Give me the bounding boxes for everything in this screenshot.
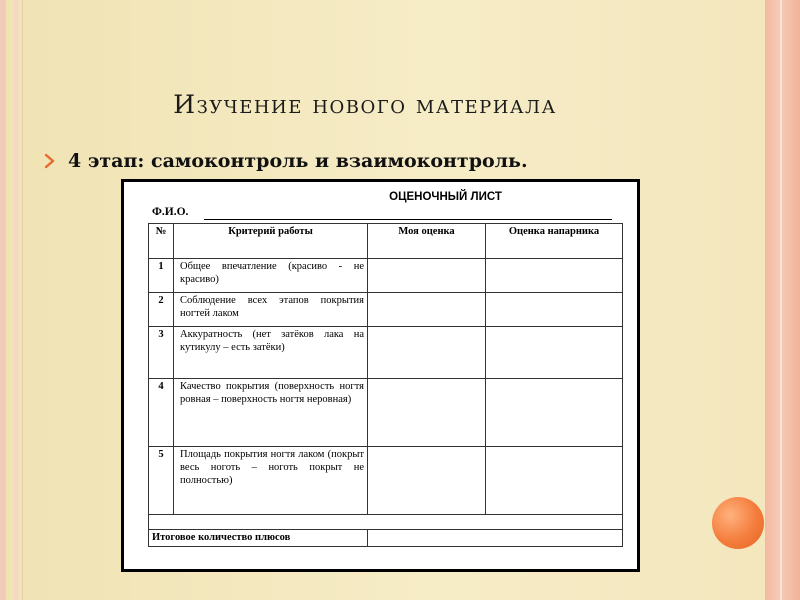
right-decor-line [780, 0, 782, 600]
partner-grade-cell[interactable] [486, 259, 623, 293]
header-my-grade: Моя оценка [368, 224, 486, 259]
right-decor-band [765, 0, 800, 600]
fio-label: Ф.И.О. [152, 206, 189, 218]
partner-grade-cell[interactable] [486, 447, 623, 515]
row-number: 4 [149, 379, 174, 447]
table-row [149, 259, 623, 293]
evaluation-table [148, 223, 623, 547]
total-label: Итоговое количество плюсов [149, 530, 368, 547]
partner-grade-cell[interactable] [486, 379, 623, 447]
row-number: 5 [149, 447, 174, 515]
table-header-row [149, 224, 623, 259]
header-number: № [149, 224, 174, 259]
row-number: 1 [149, 259, 174, 293]
orange-circle-decoration [712, 497, 764, 549]
bullet-arrow-icon [44, 153, 56, 169]
row-criterion: Общее впечатление (красиво - не красиво) [174, 259, 368, 293]
row-criterion: Площадь покрытия ногтя лаком (покрыт весь ноготь – ноготь покрыт не полностью) [174, 447, 368, 515]
my-grade-cell[interactable] [368, 293, 486, 327]
my-grade-cell[interactable] [368, 379, 486, 447]
total-value-cell[interactable] [368, 530, 623, 547]
fio-underline [204, 219, 612, 220]
row-number: 2 [149, 293, 174, 327]
evaluation-sheet [121, 179, 640, 572]
table-row [149, 327, 623, 379]
row-criterion: Аккуратность (нет затёков лака на кутикулу – есть затёки) [174, 327, 368, 379]
partner-grade-cell[interactable] [486, 327, 623, 379]
table-spacer-row [149, 515, 623, 530]
row-criterion: Качество покрытия (поверхность ногтя ровная – поверхность ногтя неровная) [174, 379, 368, 447]
my-grade-cell[interactable] [368, 259, 486, 293]
header-criterion: Критерий работы [174, 224, 368, 259]
slide-title: Изучение нового материала [173, 90, 557, 119]
partner-grade-cell[interactable] [486, 293, 623, 327]
table-row [149, 293, 623, 327]
table-row [149, 447, 623, 515]
bullet-text: 4 этап: самоконтроль и взаимоконтроль. [68, 150, 528, 172]
header-partner-grade: Оценка напарника [486, 224, 623, 259]
sheet-title: ОЦЕНОЧНЫЙ ЛИСТ [389, 191, 502, 203]
bullet-item [44, 148, 528, 174]
total-row [149, 530, 623, 547]
my-grade-cell[interactable] [368, 447, 486, 515]
row-criterion: Соблюдение всех этапов покрытия ногтей лаком [174, 293, 368, 327]
my-grade-cell[interactable] [368, 327, 486, 379]
table-row [149, 379, 623, 447]
row-number: 3 [149, 327, 174, 379]
